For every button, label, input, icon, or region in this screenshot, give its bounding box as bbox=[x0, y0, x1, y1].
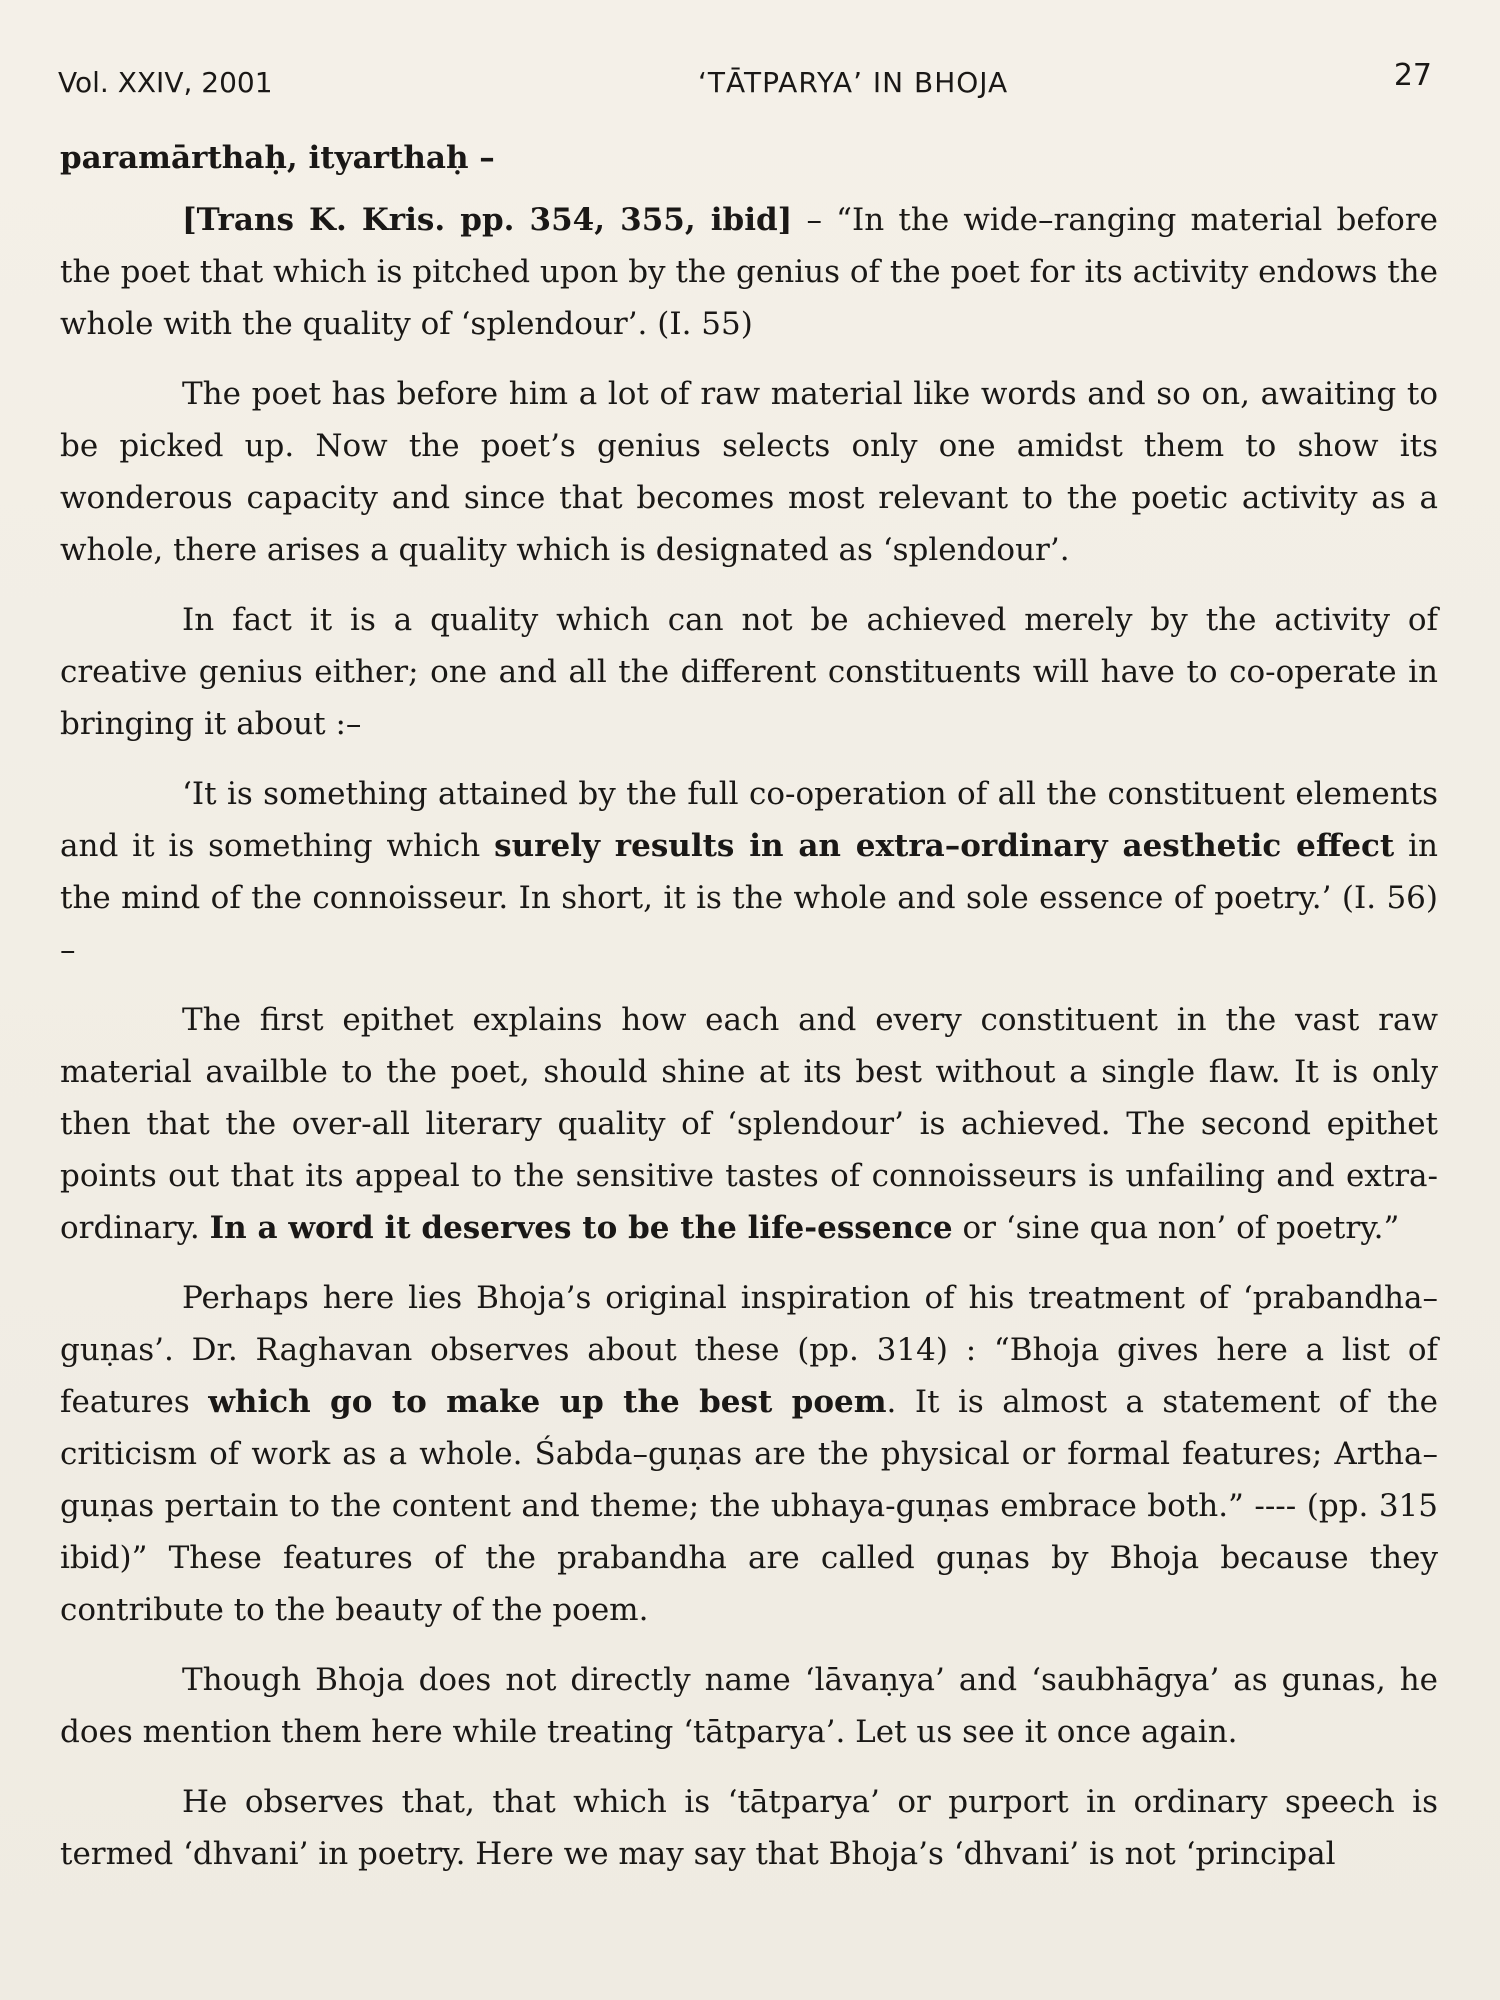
bold-text: which go to make up the best poem bbox=[208, 1384, 887, 1420]
text-run: The first epithet explains how each and every constituent in the vast raw material availble to the poet, should shine at its best without a single flaw. It is only then that the over-all literary quality of ‘splendour’ is achieved. The second epithet points out that its appeal to the sensitive tastes of connoisseurs is unfailing and extra-ordinary. bbox=[60, 1002, 1438, 1246]
text-run: – “In the wide–ranging material before the poet that which is pitched upon by the genius of the poet for its activity endows the whole with the quality of ‘splendour’. (I. 55) bbox=[60, 202, 1438, 342]
paragraph bbox=[60, 1654, 1438, 1758]
paragraph bbox=[60, 594, 1438, 750]
text-run: or ‘sine qua non’ of poetry.” bbox=[952, 1210, 1400, 1246]
text-run: The poet has before him a lot of raw material like words and so on, awaiting to be picked up. Now the poet’s genius selects only one amidst them to show its wonderous capacity and since that becomes most relevant to the poetic activity as a whole, there arises a quality which is designated as ‘splendour’. bbox=[60, 376, 1438, 568]
text-run: He observes that, that which is ‘tātparya’ or purport in ordinary speech is termed ‘dhvani’ in poetry. Here we may say that Bhoja’s ‘dhvani’ is not ‘principal bbox=[60, 1784, 1438, 1872]
paragraph bbox=[60, 768, 1438, 976]
text-run: Perhaps here lies Bhoja’s original inspiration of his treatment of ‘prabandha–guṇas’. Dr. Raghavan observes about these (pp. 314) : “Bhoja gives here a list of features bbox=[60, 1280, 1438, 1420]
bold-text: In a word it deserves to be the life-essence bbox=[209, 1210, 953, 1246]
paragraph bbox=[60, 132, 1438, 184]
text-run: ‘It is something attained by the full co-operation of all the constituent elements and it is something which bbox=[60, 776, 1438, 864]
body-text bbox=[60, 132, 1438, 1898]
paragraph bbox=[60, 1776, 1438, 1880]
volume-label: Vol. XXIV, 2001 bbox=[58, 66, 273, 99]
text-run: In fact it is a quality which can not be achieved merely by the activity of creative genius either; one and all the different constituents will have to co-operate in bringing it about :– bbox=[60, 602, 1438, 742]
text-run: in the mind of the connoisseur. In short, it is the whole and sole essence of poetry.’ (I. 56) – bbox=[60, 828, 1439, 968]
bold-text: [Trans K. Kris. pp. 354, 355, ibid] bbox=[182, 202, 793, 238]
page-number: 27 bbox=[1393, 58, 1432, 93]
running-title: ‘TĀTPARYA’ IN BHOJA bbox=[698, 66, 1009, 99]
paragraph bbox=[60, 1272, 1438, 1636]
text-run: . It is almost a statement of the criticism of work as a whole. Śabda–guṇas are the physical or formal features; Artha–guṇas pertain to the content and theme; the ubhaya-guṇas embrace both.” ---- (pp. 315 ibid)” These features of the prabandha are called guṇas by Bhoja because they contribute to the beauty of the poem. bbox=[60, 1384, 1438, 1628]
running-header bbox=[58, 58, 1432, 98]
paragraph bbox=[60, 194, 1438, 350]
bold-text: surely results in an extra–ordinary aesthetic effect bbox=[494, 828, 1395, 864]
bold-text: paramārthaḥ, ityarthaḥ – bbox=[60, 140, 495, 176]
text-run: Though Bhoja does not directly name ‘lāvaṇya’ and ‘saubhāgya’ as gunas, he does mention them here while treating ‘tātparya’. Let us see it once again. bbox=[60, 1662, 1438, 1750]
paragraph bbox=[60, 368, 1438, 576]
paragraph bbox=[60, 994, 1438, 1254]
